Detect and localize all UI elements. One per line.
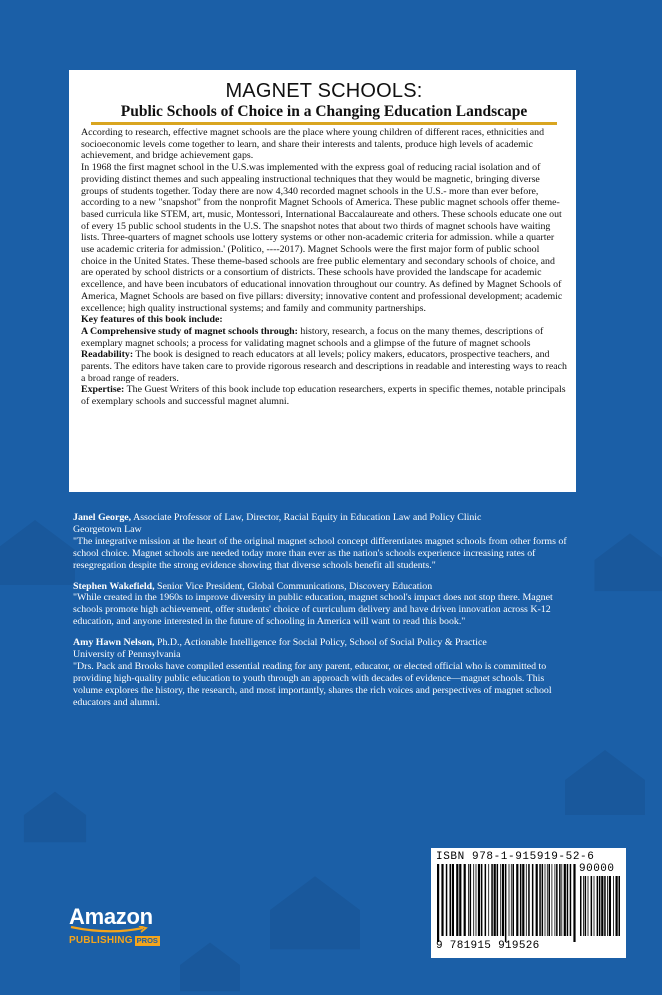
school-building-icon	[20, 780, 90, 850]
feature-item	[81, 384, 567, 407]
summary-paragraph: In 1968 the first magnet school in the U.S.was implemented with the express goal of reducing racial isolation and of providing distinct themes and such appealing instructional techniques that they would be magnetic, bringing diverse groups of students together. Today there are now 4,340 recorded magnet schools in the U.S.- more than ever before, according to a new "snapshot" from the nonprofit Magnet Schools of America. These public magnet schools offer theme-based curricula like STEM, art, music, Montessori, International Baccalaureate and others. These schools educate one out of every 15 public school students in the U.S. The snapshot notes that about two thirds of magnet schools have waiting lists. Three-quarters of magnet schools use lottery systems or other non-academic criteria for admission. while a quarter use academic criteria for admission.' (Politico, ----2017). Magnet Schools were the first major form of public school choice in the United States. These theme-based schools are free public elementary and secondary schools of choice, and are operated by school districts or a consortium of districts. These schools have provided the landscape for academic excellence, and have been incubators of educational innovation throughout our country. As defined by Magnet Schools of America, Magnet Schools are based on five pillars: diversity; innovative content and professional development; academic excellence; high quality instructional systems; and family and community partnerships.	[81, 162, 563, 314]
endorser-affiliation: Georgetown Law	[73, 523, 142, 535]
barcode-addon-bars	[579, 876, 621, 942]
title-divider	[91, 122, 557, 125]
endorsement-quote: "Drs. Pack and Brooks have compiled essential reading for any parent, educator, or elected official who is committed to providing high-quality public education to youth through an approach with decades of evidence—magnet schools. This volume explores the history, the research, and most importantly, shares the rich voices and perspectives of magnet school educators and alumni.	[73, 660, 552, 708]
feature-item	[81, 326, 567, 349]
school-building-icon	[560, 740, 650, 820]
endorser-role: Ph.D., Actionable Intelligence for Social Policy, School of Social Policy & Practice	[154, 637, 487, 649]
feature-text: The Guest Writers of this book include top education researchers, experts in specific themes, notable principals of exemplary schools and successful magnet alumni.	[81, 384, 566, 408]
isbn-barcode	[431, 848, 626, 958]
endorsements-section	[73, 512, 573, 718]
school-building-icon	[250, 865, 380, 955]
isbn-label: ISBN 978-1-915919-52-6	[436, 851, 595, 863]
endorser-line	[73, 512, 573, 524]
endorser-line	[73, 581, 573, 593]
barcode-addon-digits: 90000	[579, 863, 615, 875]
endorsement-quote: "The integrative mission at the heart of the original magnet school concept differentiates magnet schools from other forms of school choice. Magnet schools are needed today more than ever as the nation's schools experience increasing rates of resegregation despite the strong evidence showing that diverse schools benefit all students."	[73, 535, 567, 571]
logo-publishing: PUBLISHING	[69, 935, 133, 946]
endorsement-quote: "While created in the 1960s to improve diversity in public education, magnet school's impact does not stop there. Magnet schools promote high achievement, offer students' choice of curriculum delivery and have driven innovation across K-12 education, and anyone interested in the future of schooling in America will want to read this book."	[73, 592, 553, 628]
feature-label: Readability:	[81, 349, 134, 361]
logo-subline	[69, 935, 189, 946]
endorser-name: Amy Hawn Nelson,	[73, 637, 155, 649]
school-building-icon	[0, 510, 80, 590]
endorsement	[73, 581, 573, 629]
publisher-logo	[69, 906, 189, 946]
book-summary-panel	[69, 70, 576, 492]
endorser-name: Janel George,	[73, 512, 132, 523]
feature-label: Expertise:	[81, 384, 125, 396]
features-heading-text: Key features of this book include:	[81, 314, 223, 326]
endorser-role: Senior Vice President, Global Communications, Discovery Education	[154, 580, 433, 592]
endorser-name: Stephen Wakefield,	[73, 580, 155, 592]
barcode-bars	[436, 864, 576, 942]
barcode-digits: 9 781915 919526	[436, 940, 540, 952]
endorsement	[73, 637, 573, 708]
book-title: MAGNET SCHOOLS:	[225, 80, 423, 102]
book-subtitle: Public Schools of Choice in a Changing Education Landscape	[120, 103, 528, 120]
feature-text: history, research, a focus on the many themes, descriptions of exemplary magnet schools; a process for validating magnet schools and a glimpse of the future of magnet schools	[81, 325, 544, 349]
logo-brand: Amazon	[69, 904, 153, 929]
feature-label: A Comprehensive study of magnet schools through:	[81, 325, 298, 337]
features-heading	[81, 314, 567, 326]
feature-item	[81, 349, 567, 384]
barcode-area	[436, 863, 621, 952]
logo-pros-badge: PROS	[136, 935, 158, 945]
endorser-role: Associate Professor of Law, Director, Racial Equity in Education Law and Policy Clinic	[131, 512, 482, 523]
endorser-line	[73, 637, 573, 649]
endorser-affiliation: University of Pennsylvania	[73, 649, 181, 661]
school-building-icon	[590, 520, 662, 600]
summary-paragraph: According to research, effective magnet schools are the place where young children of different races, ethnicities and socioeconomic levels come together to learn, and share their interests and talents, produce high levels of academic achievement, and bridge achievement gaps.	[81, 127, 545, 162]
endorsement	[73, 512, 573, 572]
summary-body	[81, 127, 567, 408]
feature-text: The book is designed to reach educators at all levels; policy makers, educators, prospective teachers, and parents. The editors have taken care to provide rigorous research and descriptions in readable and interesting ways to reach a broad range of readers.	[81, 349, 567, 384]
